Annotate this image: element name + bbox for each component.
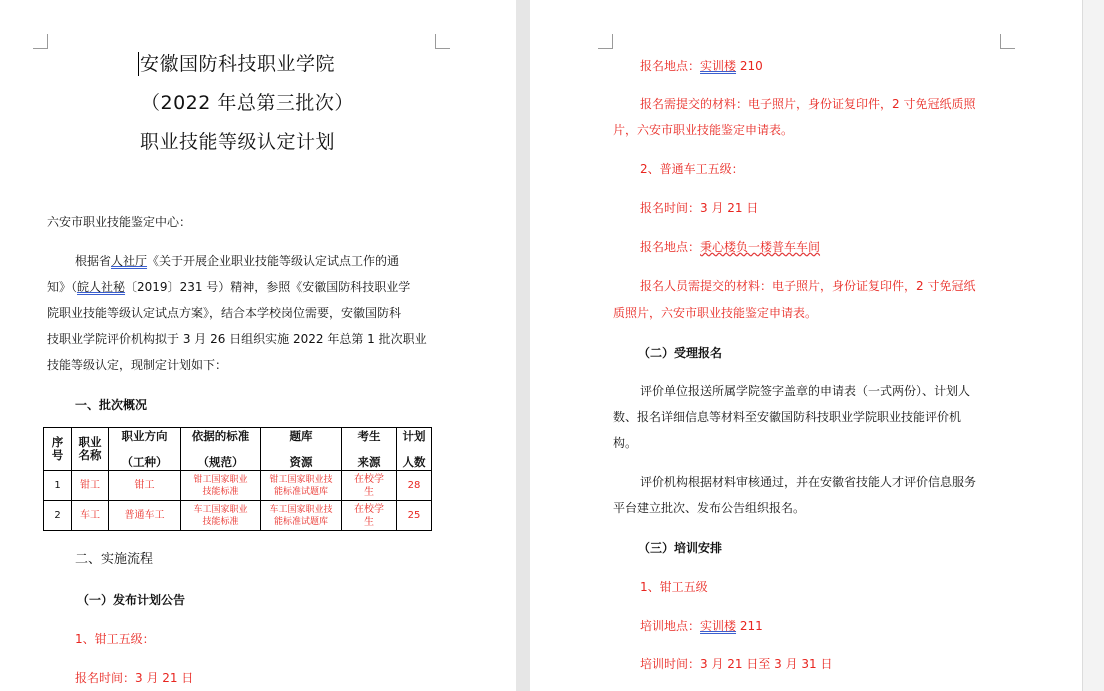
materials-line: 报名人员需提交的材料：电子照片，身份证复印件，2 寸免冠纸 [640,279,976,293]
header-cell: 计划 人数 [397,428,432,471]
table-cell: 25 [397,501,432,531]
doc-title-line3: 职业技能等级认定计划 [140,131,336,153]
batch-overview-table [43,427,432,531]
signup-time: 报名时间：3 月 21 日 [75,671,194,685]
header-cell: 序 号 [44,428,72,471]
header-cell: 题库 资源 [261,428,342,471]
training-time: 培训时间：3 月 21 日至 3 月 31 日 [640,657,833,671]
table-cell: 1 [44,471,72,501]
text-run: 根据省 [75,254,112,268]
doc-title-line1: 安徽国防科技职业学院 [140,53,336,75]
table-cell: 钳工国家职业 技能标准 [181,471,261,501]
table-cell: 在校学 生 [342,471,397,501]
text-run-underlined: 人社厅 [111,254,148,268]
paragraph-line: 评价单位报送所属学院签字盖章的申请表（一式两份）、计划人 [640,384,971,398]
table-cell: 车工国家职业 技能标准 [181,501,261,531]
signup-time: 报名时间：3 月 21 日 [640,201,759,215]
table-cell: 2 [44,501,72,531]
table-cell: 钳工国家职业技 能标准试题库 [261,471,342,501]
text-run-underlined: 秉心楼负一楼普车车间 [700,240,821,254]
corner-mark-top-left [33,34,48,49]
text-run: 《关于开展企业职业技能等级认定试点工作的通 [147,254,400,268]
text-run: 210 [736,59,763,73]
table-cell: 普通车工 [109,501,181,531]
signup-location [640,240,820,254]
paragraph-line [47,280,410,294]
text-run: 报名地点： [640,59,701,73]
materials-line: 报名需提交的材料：电子照片，身份证复印件，2 寸免冠纸质照 [640,97,976,111]
item-fitter-level5: 1、钳工五级 [640,580,708,594]
subsection-heading-accept: （二）受理报名 [638,346,723,360]
text-run: 培训地点： [640,619,701,633]
table-cell: 车工 [72,501,109,531]
table-cell: 车工国家职业技 能标准试题库 [261,501,342,531]
text-run-underlined: 实训楼 [700,619,737,633]
table-header-row [44,428,432,471]
document-page-right[interactable] [530,0,1082,691]
table-cell: 28 [397,471,432,501]
text-run-underlined: 实训楼 [700,59,737,73]
text-run: 报名地点： [640,240,701,254]
text-run: 211 [736,619,763,633]
text-run: 知》（ [47,280,78,294]
paragraph-line: 技能等级认定，现制定计划如下： [47,358,228,372]
salutation: 六安市职业技能鉴定中心： [47,215,192,229]
table-row [44,471,432,501]
paragraph-line: 数、报名详细信息等材料至安徽国防科技职业学院职业技能评价机 [613,410,962,424]
corner-mark-top-right [435,34,450,49]
header-cell: 考生 来源 [342,428,397,471]
header-cell: 职业 名称 [72,428,109,471]
signup-location [640,59,763,73]
corner-mark-top-left [598,34,613,49]
text-run-underlined: 皖人社秘 [77,280,126,294]
subsection-heading-publish: （一）发布计划公告 [77,593,186,607]
paragraph-line: 院职业技能等级认定试点方案》，结合本学校岗位需要，安徽国防科 [47,306,402,320]
paragraph-line: 技职业学院评价机构拟于 3 月 26 日组织实施 2022 年总第 1 批次职业 [47,332,427,346]
text-cursor [138,52,139,76]
header-cell: 职业方向 （工种） [109,428,181,471]
paragraph-line: 构。 [613,436,638,450]
corner-mark-top-right [1000,34,1015,49]
item-fitter-level5: 1、钳工五级： [75,632,155,646]
table-cell: 钳工 [72,471,109,501]
table-cell: 在校学 生 [342,501,397,531]
paragraph-line: 平台建立批次、发布公告组织报名。 [613,501,806,515]
section-heading-process: 二、实施流程 [75,552,154,567]
materials-line: 质照片，六安市职业技能鉴定申请表。 [613,306,818,320]
text-run: 〔2019〕231 号）精神，参照《安徽国防科技职业学 [125,280,411,294]
doc-title-line2: （2022 年总第三批次） [141,92,354,114]
table-cell: 钳工 [109,471,181,501]
paragraph-line: 评价机构根据材料审核通过，并在安徽省技能人才评价信息服务 [640,475,977,489]
materials-line: 片，六安市职业技能鉴定申请表。 [613,123,794,137]
table-row [44,501,432,531]
document-page-left[interactable] [0,0,516,691]
section-heading-overview: 一、批次概况 [75,398,148,412]
item-lathe-level5: 2、普通车工五级： [640,162,744,176]
training-location [640,619,763,633]
paragraph-line [75,254,399,268]
subsection-heading-training: （三）培训安排 [638,541,723,555]
vertical-scrollbar[interactable] [1082,0,1104,691]
header-cell: 依据的标准 （规范） [181,428,261,471]
